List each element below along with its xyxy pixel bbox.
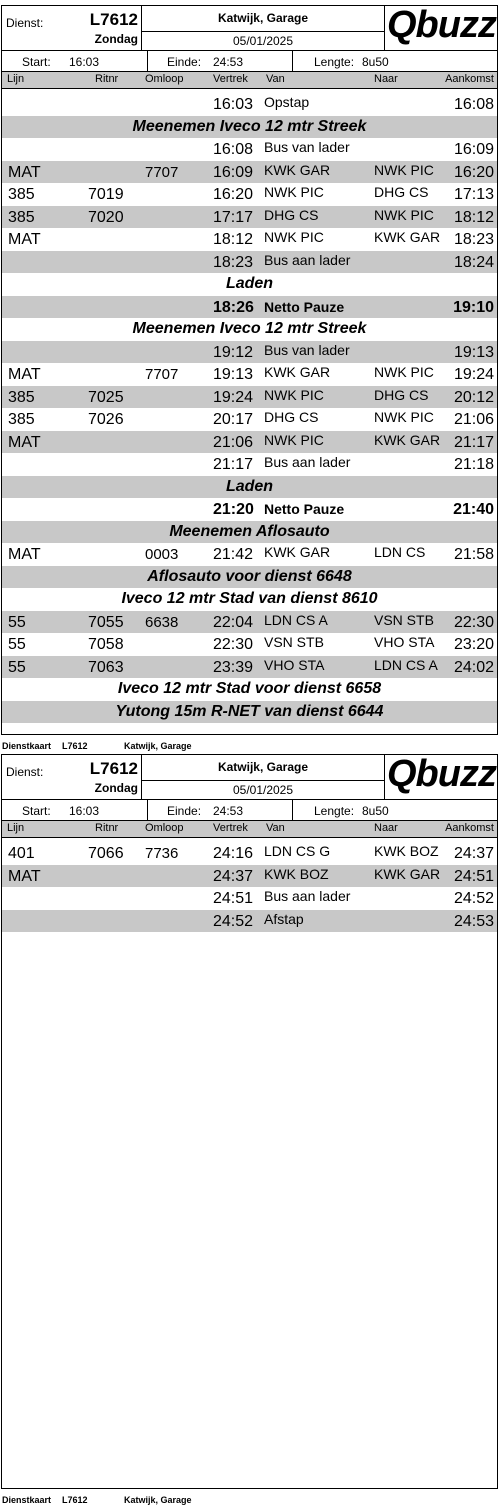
section-title-text: Laden — [225, 275, 274, 292]
section-title — [2, 678, 497, 700]
cell-vertrek: 21:06 — [213, 433, 254, 451]
cell-naar: NWK PIC — [374, 409, 434, 425]
cell-aankomst: 17:13 — [453, 186, 494, 203]
cell-aankomst: 21:58 — [453, 546, 494, 563]
cell-vertrek: 18:26 — [213, 298, 254, 316]
col-aankomst: Aankomst — [445, 73, 494, 85]
trip-row — [2, 138, 497, 160]
cell-vertrek: 16:08 — [213, 141, 254, 158]
cell-lijn: MAT — [8, 433, 41, 451]
section-title — [2, 476, 497, 498]
cell-vertrek: 24:16 — [213, 845, 254, 862]
cell-ritnr: 7066 — [88, 845, 124, 862]
trip-row — [2, 453, 497, 475]
cell-van: NWK PIC — [264, 386, 324, 403]
cell-naar: NWK PIC — [374, 364, 434, 380]
cell-naar: KWK GAR — [374, 229, 441, 245]
col-vertrek: Vertrek — [213, 822, 248, 834]
pause-row — [2, 296, 497, 318]
cell-vertrek: 19:12 — [213, 343, 254, 361]
cell-naar: KWK BOZ — [374, 843, 439, 859]
footer-location: Katwijk, Garage — [124, 1495, 192, 1505]
cell-aankomst: 18:23 — [453, 231, 494, 248]
col-naar: Naar — [374, 822, 398, 834]
cell-vertrek: 24:51 — [213, 890, 254, 907]
cell-ritnr: 7063 — [88, 658, 124, 676]
cell-aankomst: 18:12 — [453, 208, 494, 226]
section-title — [2, 701, 497, 723]
col-omloop: Omloop — [145, 822, 184, 834]
column-header — [2, 821, 497, 838]
cell-aankomst: 19:10 — [453, 298, 494, 316]
cell-vertrek: 20:17 — [213, 411, 254, 428]
cell-van: DHG CS — [264, 206, 319, 223]
trip-row — [2, 206, 497, 228]
cell-ritnr: 7026 — [88, 411, 124, 428]
col-ritnr: Ritnr — [95, 73, 119, 85]
cell-lijn: MAT — [8, 163, 41, 181]
cell-omloop: 6638 — [145, 613, 179, 631]
cell-vertrek: 16:03 — [213, 96, 254, 113]
section-title-text: Yutong 15m R-NET van dienst 6644 — [115, 702, 384, 720]
cell-lijn: 385 — [8, 186, 35, 203]
start-label: Start: — [22, 55, 51, 69]
start-time: 16:03 — [69, 804, 100, 818]
trip-row — [2, 431, 497, 453]
trip-row — [2, 161, 497, 183]
cell-aankomst: 19:24 — [453, 366, 494, 383]
cell-aankomst: 22:30 — [453, 613, 494, 631]
qbuzz-logo: Qbuzz — [387, 753, 496, 795]
cell-van: Bus van lader — [264, 139, 350, 155]
dienst-label: Dienst: — [6, 16, 44, 30]
cell-omloop: 7707 — [145, 366, 179, 383]
cell-van: Bus aan lader — [264, 454, 351, 470]
cell-van: Opstap — [264, 94, 310, 110]
cell-lijn: 385 — [8, 388, 35, 406]
cell-van: KWK GAR — [264, 364, 331, 380]
trip-row — [2, 341, 497, 363]
end-label: Einde: — [167, 55, 202, 69]
trip-row — [2, 183, 497, 205]
divider — [147, 800, 148, 820]
start-label: Start: — [22, 804, 51, 818]
dienstkaart-page-1 — [1, 5, 498, 735]
length-label: Lengte: — [314, 804, 355, 818]
section-title-text: Meenemen Iveco 12 mtr Streek — [132, 320, 367, 337]
cell-lijn: MAT — [8, 546, 41, 563]
divider — [142, 31, 384, 32]
section-title-text: Meenemen Iveco 12 mtr Streek — [132, 117, 367, 135]
day-label: Zondag — [94, 781, 138, 795]
cell-van: NWK PIC — [264, 229, 324, 245]
col-lijn: Lijn — [7, 822, 25, 834]
column-header — [2, 72, 497, 89]
dienstkaart-page-2 — [1, 754, 498, 1489]
section-title — [2, 566, 497, 588]
cell-vertrek: 18:12 — [213, 231, 254, 248]
section-title — [2, 318, 497, 340]
date: 05/01/2025 — [232, 34, 294, 48]
trip-row — [2, 386, 497, 408]
cell-lijn: MAT — [8, 366, 41, 383]
trip-row — [2, 865, 497, 887]
footer-dienst: L7612 — [62, 1495, 88, 1505]
cell-lijn: MAT — [8, 231, 41, 248]
col-lijn: Lijn — [7, 73, 25, 85]
cell-lijn: 385 — [8, 208, 35, 226]
cell-aankomst: 18:24 — [453, 253, 494, 271]
trip-row — [2, 611, 497, 633]
cell-ritnr: 7025 — [88, 388, 124, 406]
cell-naar: LDN CS — [374, 544, 426, 560]
col-vertrek: Vertrek — [213, 73, 248, 85]
trip-row — [2, 842, 497, 864]
cell-vertrek: 19:13 — [213, 366, 254, 383]
cell-van: KWK BOZ — [264, 865, 329, 882]
length-value: 8u50 — [362, 55, 389, 69]
trip-row — [2, 93, 497, 115]
divider — [142, 780, 384, 781]
divider — [292, 51, 293, 71]
cell-aankomst: 23:20 — [453, 636, 494, 653]
section-title — [2, 273, 497, 295]
cell-naar: LDN CS A — [374, 656, 438, 673]
cell-lijn: 401 — [8, 845, 35, 862]
cell-lijn: 385 — [8, 411, 35, 428]
cell-naar: NWK PIC — [374, 161, 434, 178]
cell-lijn: 55 — [8, 613, 26, 631]
cell-vertrek: 18:23 — [213, 253, 254, 271]
footer-dienst: L7612 — [62, 741, 88, 751]
cell-aankomst: 16:09 — [453, 141, 494, 158]
cell-aankomst: 19:13 — [453, 343, 494, 361]
divider — [292, 800, 293, 820]
trip-row — [2, 228, 497, 250]
dienst-label: Dienst: — [6, 765, 44, 779]
trip-row — [2, 408, 497, 430]
cell-vertrek: 21:42 — [213, 546, 254, 563]
section-title-text: Laden — [225, 477, 274, 495]
cell-lijn: 55 — [8, 636, 26, 653]
start-time: 16:03 — [69, 55, 100, 69]
cell-naar: VSN STB — [374, 611, 434, 628]
col-van: Van — [266, 822, 285, 834]
length-label: Lengte: — [314, 55, 355, 69]
cell-aankomst: 21:17 — [453, 433, 494, 451]
cell-vertrek: 16:09 — [213, 163, 254, 181]
page-footer — [2, 1495, 498, 1507]
cell-vertrek: 22:04 — [213, 613, 254, 631]
cell-ritnr: 7058 — [88, 636, 124, 653]
page-header — [2, 6, 497, 51]
length-value: 8u50 — [362, 804, 389, 818]
cell-ritnr: 7055 — [88, 613, 124, 631]
cell-van: Bus aan lader — [264, 251, 351, 268]
col-aankomst: Aankomst — [445, 822, 494, 834]
col-ritnr: Ritnr — [95, 822, 119, 834]
cell-van: Bus aan lader — [264, 888, 351, 904]
cell-naar: NWK PIC — [374, 206, 434, 223]
col-naar: Naar — [374, 73, 398, 85]
trip-row — [2, 543, 497, 565]
cell-aankomst: 21:40 — [453, 501, 494, 518]
cell-omloop: 7736 — [145, 845, 179, 862]
footer-label: Dienstkaart — [2, 741, 52, 751]
cell-van: VSN STB — [264, 634, 324, 650]
cell-naar: DHG CS — [374, 386, 429, 403]
cell-vertrek: 19:24 — [213, 388, 254, 406]
trip-list — [2, 838, 497, 932]
cell-aankomst: 16:08 — [453, 96, 494, 113]
cell-aankomst: 16:20 — [453, 163, 494, 181]
section-title-text: Meenemen Aflosauto — [169, 522, 330, 540]
shift-summary — [2, 800, 497, 821]
section-title — [2, 116, 497, 138]
location: Katwijk, Garage — [217, 11, 309, 25]
cell-aankomst: 24:53 — [453, 912, 494, 930]
cell-ritnr: 7020 — [88, 208, 124, 226]
col-van: Van — [266, 73, 285, 85]
col-omloop: Omloop — [145, 73, 184, 85]
cell-vertrek: 22:30 — [213, 636, 254, 653]
trip-list — [2, 89, 497, 723]
section-title — [2, 521, 497, 543]
cell-van: KWK GAR — [264, 544, 331, 560]
cell-lijn: 55 — [8, 658, 26, 676]
cell-aankomst: 24:37 — [453, 845, 494, 862]
cell-van: VHO STA — [264, 656, 325, 673]
cell-van: NWK PIC — [264, 184, 324, 200]
cell-aankomst: 20:12 — [453, 388, 494, 406]
end-label: Einde: — [167, 804, 202, 818]
cell-aankomst: 21:06 — [453, 411, 494, 428]
cell-vertrek: 21:17 — [213, 456, 254, 473]
qbuzz-logo: Qbuzz — [387, 4, 496, 46]
shift-summary — [2, 51, 497, 72]
cell-van: Bus van lader — [264, 341, 350, 358]
cell-vertrek: 17:17 — [213, 208, 254, 226]
cell-van: KWK GAR — [264, 161, 331, 178]
footer-label: Dienstkaart — [2, 1495, 52, 1505]
cell-naar: DHG CS — [374, 184, 429, 200]
cell-van: Afstap — [264, 910, 304, 927]
cell-vertrek: 23:39 — [213, 658, 254, 676]
cell-ritnr: 7019 — [88, 186, 124, 203]
cell-vertrek: 21:20 — [213, 501, 254, 518]
cell-van: LDN CS A — [264, 611, 328, 628]
cell-omloop: 7707 — [145, 163, 179, 181]
cell-aankomst: 24:52 — [453, 890, 494, 907]
dienst-number: L7612 — [89, 759, 138, 778]
page-header — [2, 755, 497, 800]
trip-row — [2, 633, 497, 655]
cell-van: NWK PIC — [264, 431, 324, 448]
cell-vertrek: 24:52 — [213, 912, 254, 930]
cell-van: DHG CS — [264, 409, 319, 425]
section-title-text: Aflosauto voor dienst 6648 — [147, 567, 352, 585]
cell-aankomst: 24:51 — [453, 867, 494, 885]
section-title-text: Iveco 12 mtr Stad van dienst 8610 — [121, 590, 378, 607]
cell-van: Netto Pauze — [264, 501, 345, 517]
trip-row — [2, 887, 497, 909]
cell-vertrek: 16:20 — [213, 186, 254, 203]
cell-omloop: 0003 — [145, 546, 179, 563]
divider — [147, 51, 148, 71]
section-title — [2, 588, 497, 610]
page-footer — [2, 741, 498, 753]
cell-aankomst: 21:18 — [453, 456, 494, 473]
location: Katwijk, Garage — [217, 760, 309, 774]
pause-row — [2, 498, 497, 520]
cell-van: Netto Pauze — [264, 298, 345, 315]
trip-row — [2, 656, 497, 678]
end-time: 24:53 — [213, 55, 244, 69]
cell-aankomst: 24:02 — [453, 658, 494, 676]
cell-van: LDN CS G — [264, 843, 331, 859]
dienst-number: L7612 — [89, 10, 138, 29]
cell-naar: KWK GAR — [374, 865, 441, 882]
trip-row — [2, 910, 497, 932]
footer-location: Katwijk, Garage — [124, 741, 192, 751]
section-title-text: Iveco 12 mtr Stad voor dienst 6658 — [117, 680, 382, 697]
end-time: 24:53 — [213, 804, 244, 818]
trip-row — [2, 251, 497, 273]
day-label: Zondag — [94, 32, 138, 46]
date: 05/01/2025 — [232, 783, 294, 797]
cell-vertrek: 24:37 — [213, 867, 254, 885]
cell-lijn: MAT — [8, 867, 41, 885]
cell-naar: VHO STA — [374, 634, 435, 650]
cell-naar: KWK GAR — [374, 431, 441, 448]
trip-row — [2, 363, 497, 385]
